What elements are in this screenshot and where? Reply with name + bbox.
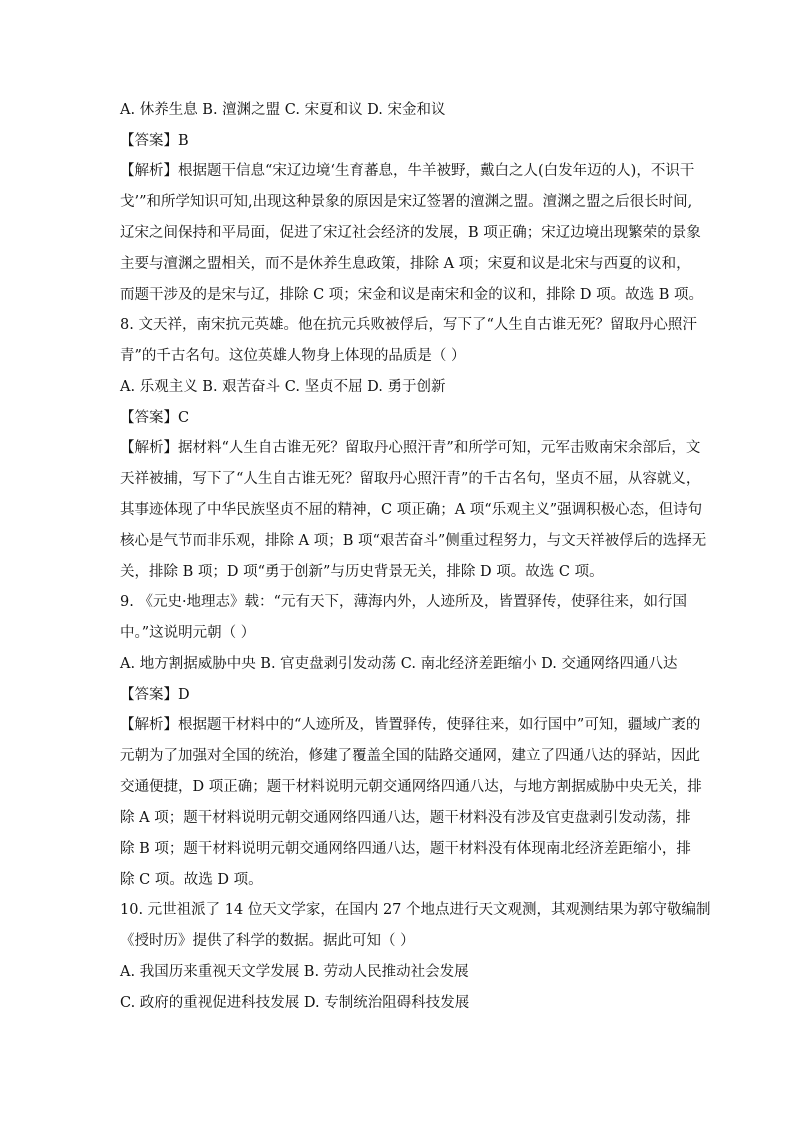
q8-analysis-line: 天祥被捕，写下了“人生自古谁无死？留取丹心照汗青”的千古名句，坚贞不屈，从容就义，	[120, 471, 701, 487]
q8-analysis	[120, 433, 707, 588]
q9-analysis-line: 元朝为了加强对全国的统治，修建了覆盖全国的陆路交通网，建立了四通八达的驿站，因此	[120, 748, 700, 764]
q10-stem-line: 《授时历》提供了科学的数据。据此可知（ ）	[120, 933, 415, 949]
q9-analysis-line: 除 C 项。故选 D 项。	[120, 872, 263, 888]
document-page	[120, 100, 711, 1024]
q9-analysis-line: 【解析】根据题干材料中的“人迹所及，皆置驿传，使驿往来，如行国中”可知，疆域广袤的	[120, 717, 701, 733]
q8-analysis-line: 核心是气节而非乐观，排除 A 项；B 项“艰苦奋斗”侧重过程努力，与文天祥被俘后的选择无	[120, 533, 707, 549]
q9-stem-line: 中。”这说明元朝（ ）	[120, 625, 256, 641]
q7-analysis-line: 【解析】根据题干信息“宋辽边境‘生育蕃息，牛羊被野，戴白之人(白发年迈的人)，不识干	[120, 163, 695, 179]
q10-options-row: C. 政府的重视促进科技发展 D. 专制统治阻碍科技发展	[120, 995, 470, 1011]
q10-stem	[120, 895, 711, 957]
q8-analysis-line: 关，排除 B 项；D 项“勇于创新”与历史背景无关，排除 D 项。故选 C 项。	[120, 564, 604, 580]
q8-answer: 【答案】C	[120, 410, 190, 426]
q9-analysis	[120, 710, 702, 896]
q8-options: A. 乐观主义 B. 艰苦奋斗 C. 坚贞不屈 D. 勇于创新	[120, 379, 446, 395]
q8-analysis-line: 其事迹体现了中华民族坚贞不屈的精神，C 项正确；A 项“乐观主义”强调积极心态，但诗句	[120, 502, 703, 518]
q7-options: A. 休养生息 B. 澶渊之盟 C. 宋夏和议 D. 宋金和议	[120, 102, 446, 118]
q9-stem-line: 9. 《元史·地理志》载：“元有天下，薄海内外，人迹所及，皆置驿传，使驿往来，如行国	[120, 594, 687, 610]
q7-analysis-line: 主要与澶渊之盟相关，而不是休养生息政策，排除 A 项；宋夏和议是北宋与西夏的议和，	[120, 256, 691, 272]
q7-analysis-line: 戈’”和所学知识可知,出现这种景象的原因是宋辽签署的澶渊之盟。澶渊之盟之后很长时间,	[120, 194, 693, 210]
q9-analysis-line: 除 B 项；题干材料说明元朝交通网络四通八达，题干材料没有体现南北经济差距缩小，排	[120, 841, 691, 857]
q9-answer: 【答案】D	[120, 687, 190, 703]
q7-analysis-line: 而题干涉及的是宋与辽，排除 C 项；宋金和议是南宋和金的议和，排除 D 项。故选 B 项。	[120, 287, 704, 303]
q9-options: A. 地方割据威胁中央 B. 官吏盘剥引发动荡 C. 南北经济差距缩小 D. 交通网络四通八达	[120, 656, 678, 672]
q9-analysis-line: 交通便捷，D 项正确；题干材料说明元朝交通网络四通八达，与地方割据威胁中央无关，排	[120, 779, 702, 795]
q9-stem	[120, 587, 687, 649]
q10-options-row: A. 我国历来重视天文学发展 B. 劳动人民推动社会发展	[120, 964, 469, 980]
q8-stem	[120, 310, 697, 372]
q10-stem-line: 10. 元世祖派了 14 位天文学家，在国内 27 个地点进行天文观测，其观测结果为郭守敬编制	[120, 902, 711, 918]
q7-analysis	[120, 156, 704, 311]
q9-analysis-line: 除 A 项；题干材料说明元朝交通网络四通八达，题干材料没有涉及官吏盘剥引发动荡，排	[120, 810, 691, 826]
q8-analysis-line: 【解析】据材料“人生自古谁无死？留取丹心照汗青”和所学可知，元军击败南宋余部后，文	[120, 440, 701, 456]
q8-stem-line: 8. 文天祥，南宋抗元英雄。他在抗元兵败被俘后，写下了“人生自古谁无死？留取丹心照汗	[120, 317, 697, 333]
q7-analysis-line: 辽宋之间保持和平局面，促进了宋辽社会经济的发展，B 项正确；宋辽边境出现繁荣的景象	[120, 225, 701, 241]
q7-answer: 【答案】B	[120, 133, 189, 149]
q8-stem-line: 青”的千古名句。这位英雄人物身上体现的品质是（ ）	[120, 348, 466, 364]
